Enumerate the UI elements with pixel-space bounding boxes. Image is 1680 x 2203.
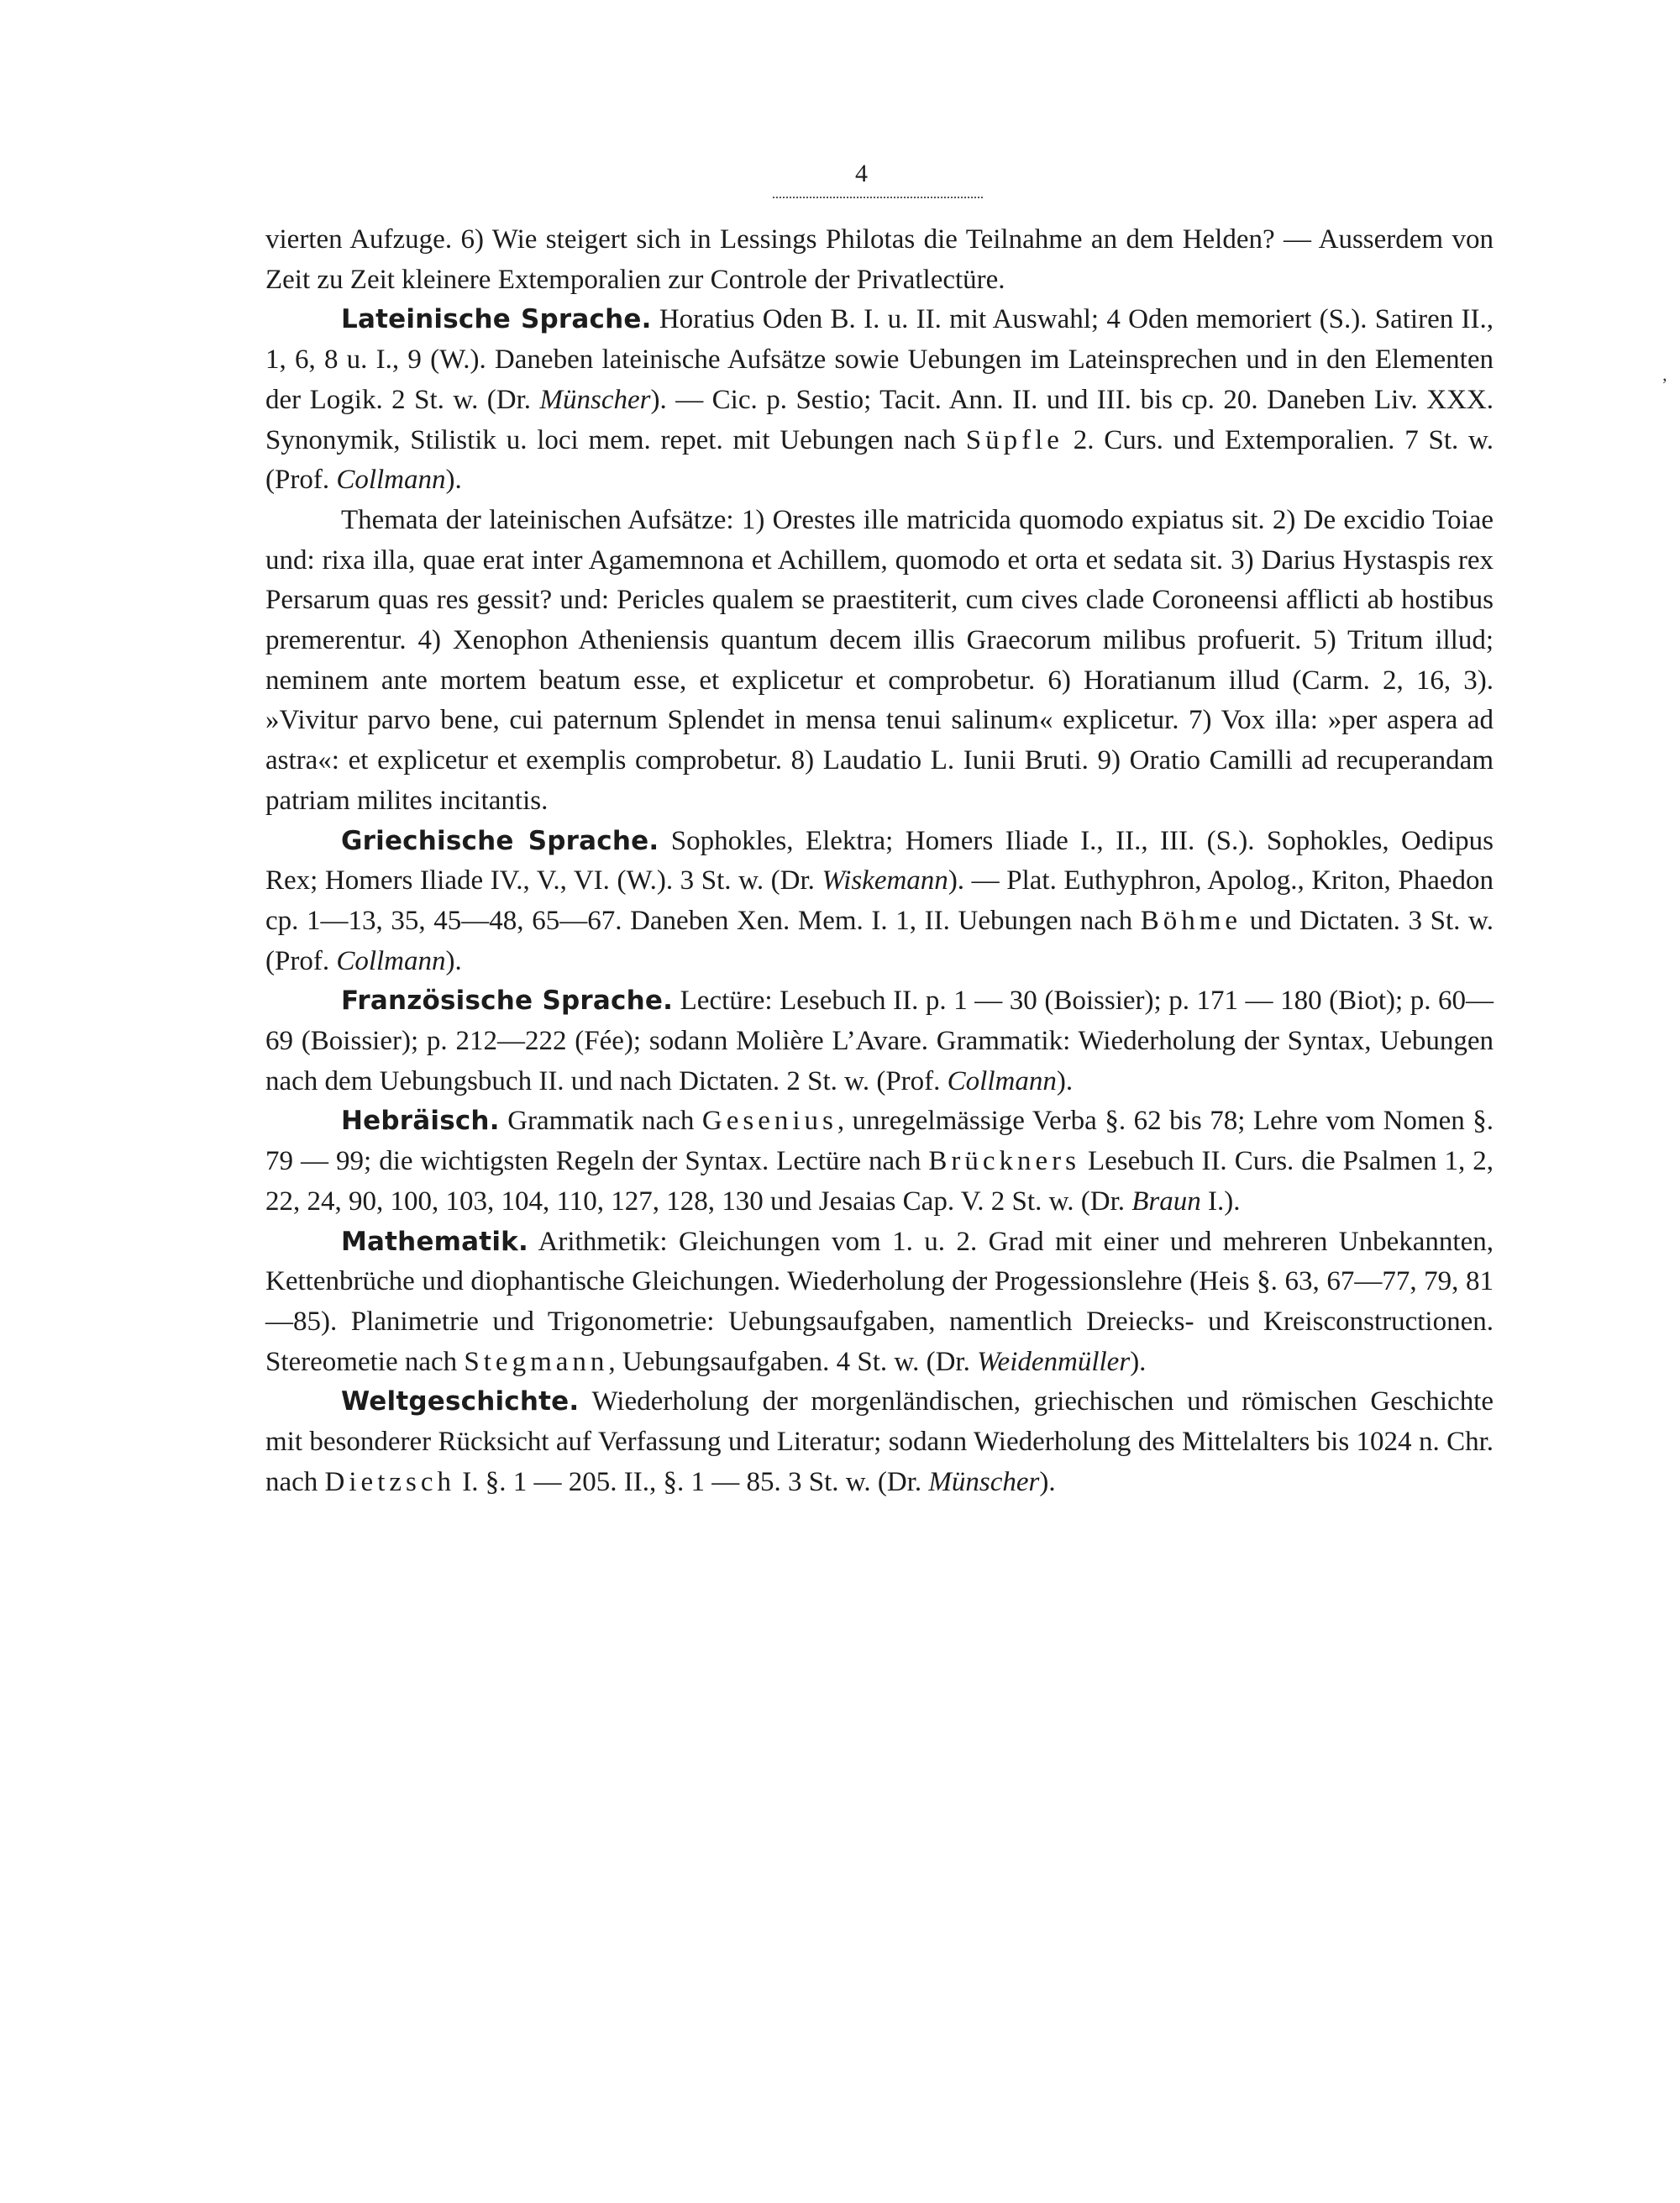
- section-latein: [265, 300, 1494, 501]
- hebraeisch-text-1: Grammatik nach: [507, 1106, 702, 1137]
- heading-mathematik: Mathematik.: [341, 1226, 528, 1257]
- griechisch-teacher-1: Wiskemann: [822, 865, 948, 896]
- section-weltgeschichte: [265, 1382, 1494, 1502]
- hebraeisch-author-2: Brückners: [928, 1146, 1080, 1177]
- weltgeschichte-text-1: Wiederholung der morgenländischen, griechischen und römischen Geschichte mit besonderer Rücksicht auf Verfassung und Literatur; sodann Wiederholung des Mittelalters bis 1024 n. Chr. nach: [265, 1386, 1494, 1497]
- section-franzoesisch: [265, 981, 1494, 1102]
- latein-teacher-1: Münscher: [539, 384, 651, 415]
- page-number: 4: [855, 160, 868, 187]
- weltgeschichte-text-2: I. §. 1 — 205. II., §. 1 — 85. 3 St. w. (Dr.: [455, 1466, 929, 1497]
- heading-griechisch: Griechische Sprache.: [341, 825, 659, 856]
- mathematik-text-1: Arithmetik: Gleichungen vom 1. u. 2. Grad mit einer und mehreren Unbekannten, Kettenbrüche und diophantische Gleichungen. Wiederholung der Progessionslehre (Heis §. 63, 67—77, 79, 81—85). Planimetrie und Trigonometrie: Uebungsaufgaben, namentlich Dreiecks- und Kreisconstructionen. Stereometie nach: [265, 1226, 1494, 1377]
- latein-text-1: Horatius Oden B. I. u. II. mit Auswahl; 4 Oden memoriert (S.). Satiren II., 1, 6, 8 u. I., 9 (W.). Daneben lateinische Aufsätze sowie Uebungen im Lateinsprechen und in den Elementen der Logik. 2 St. w. (Dr.: [265, 304, 1494, 415]
- margin-mark: ’: [1662, 374, 1668, 395]
- griechisch-text-3: und Dictaten. 3 St. w. (Prof.: [265, 905, 1494, 976]
- weltgeschichte-text-3: ).: [1039, 1466, 1056, 1497]
- weltgeschichte-teacher: Münscher: [928, 1466, 1040, 1497]
- heading-latein: Lateinische Sprache.: [341, 304, 652, 335]
- page-number-rule: [773, 197, 983, 198]
- hebraeisch-teacher: Braun: [1131, 1186, 1201, 1217]
- franzoesisch-teacher: Collmann: [947, 1065, 1057, 1096]
- mathematik-author: Stegmann: [464, 1346, 609, 1377]
- themata-text: Themata der lateinischen Aufsätze: 1) Orestes ille matricida quomodo expiatus sit. 2) De excidio Toiae und: rixa illa, quae erat inter Agamemnona et Achillem, quomodo et orta et sedata sit. 3) Darius Hystaspis rex Persarum quas res gessit? und: Pericles qualem se praestiterit, cum cives clade Coroneensi afflicti ab hostibus premerentur. 4) Xenophon Atheniensis quantum decem illis Graecorum milibus profuerit. 5) Tritum illud; neminem ante mortem beatum esse, et explicetur et comprobetur. 6) Horatianum illud (Carm. 2, 16, 3). »Vivitur parvo bene, cui paternum Splendet in mensa tenui salinum« explicetur. 7) Vox illa: »per aspera ad astra«: et explicetur et exemplis comprobetur. 8) Laudatio L. Iunii Bruti. 9) Oratio Camilli ad recuperandam patriam milites incitantis.: [265, 504, 1494, 816]
- griechisch-text-2: ). — Plat. Euthyphron, Apolog., Kriton, Phaedon cp. 1—13, 35, 45—48, 65—67. Daneben Xen. Mem. I. 1, II. Uebungen nach: [265, 865, 1494, 936]
- latein-author: Süpfle: [965, 424, 1063, 455]
- section-griechisch: [265, 822, 1494, 982]
- heading-weltgeschichte: Weltgeschichte.: [341, 1386, 580, 1417]
- section-hebraeisch: [265, 1102, 1494, 1222]
- intro-paragraph: [265, 220, 1494, 300]
- franzoesisch-text-2: ).: [1056, 1065, 1074, 1096]
- mathematik-teacher: Weidenmüller: [977, 1346, 1131, 1377]
- heading-franzoesisch: Französische Sprache.: [341, 986, 674, 1017]
- mathematik-text-3: ).: [1130, 1346, 1147, 1377]
- hebraeisch-author-1: Gesenius: [701, 1106, 837, 1137]
- hebraeisch-text-2: , unregelmässige Verba §. 62 bis 78; Lehre vom Nomen §. 79 — 99; die wichtigsten Regeln der Syntax. Lectüre nach: [265, 1106, 1494, 1177]
- latein-teacher-2: Collmann: [336, 465, 446, 496]
- intro-text: vierten Aufzuge. 6) Wie steigert sich in Lessings Philotas die Teilnahme an dem Helden? — Ausserdem von Zeit zu Zeit kleinere Extemporalien zur Controle der Privatlectüre.: [265, 224, 1494, 295]
- section-themata: [265, 501, 1494, 822]
- griechisch-text-1: Sophokles, Elektra; Homers Iliade I., II., III. (S.). Sophokles, Oedipus Rex; Homers Iliade IV., V., VI. (W.). 3 St. w. (Dr.: [265, 825, 1494, 896]
- griechisch-teacher-2: Collmann: [336, 945, 446, 976]
- griechisch-author: Böhme: [1140, 905, 1242, 936]
- hebraeisch-text-4: I.).: [1200, 1186, 1241, 1217]
- hebraeisch-text-3: Lesebuch II. Curs. die Psalmen 1, 2, 22, 24, 90, 100, 103, 104, 110, 127, 128, 130 und Jesaias Cap. V. 2 St. w. (Dr.: [265, 1146, 1494, 1217]
- franzoesisch-text-1: Lectüre: Lesebuch II. p. 1 — 30 (Boissier); p. 171 — 180 (Biot); p. 60—69 (Boissier); p. 212—222 (Fée); sodann Molière L’Avare. Grammatik: Wiederholung der Syntax, Uebungen nach dem Uebungsbuch II. und nach Dictaten. 2 St. w. (Prof.: [265, 986, 1494, 1096]
- heading-hebraeisch: Hebräisch.: [341, 1106, 500, 1137]
- latein-text-2: ). — Cic. p. Sestio; Tacit. Ann. II. und III. bis cp. 20. Daneben Liv. XXX. Synonymik, Stilistik u. loci mem. repet. mit Uebungen nach: [265, 384, 1494, 455]
- latein-text-4: ).: [445, 465, 462, 496]
- text-column: [265, 220, 1494, 1503]
- griechisch-text-4: ).: [445, 945, 462, 976]
- section-mathematik: [265, 1222, 1494, 1383]
- latein-text-3: 2. Curs. und Extemporalien. 7 St. w. (Prof.: [265, 424, 1494, 496]
- mathematik-text-2: , Uebungsaufgaben. 4 St. w. (Dr.: [608, 1346, 978, 1377]
- weltgeschichte-author: Dietzsch: [324, 1466, 455, 1497]
